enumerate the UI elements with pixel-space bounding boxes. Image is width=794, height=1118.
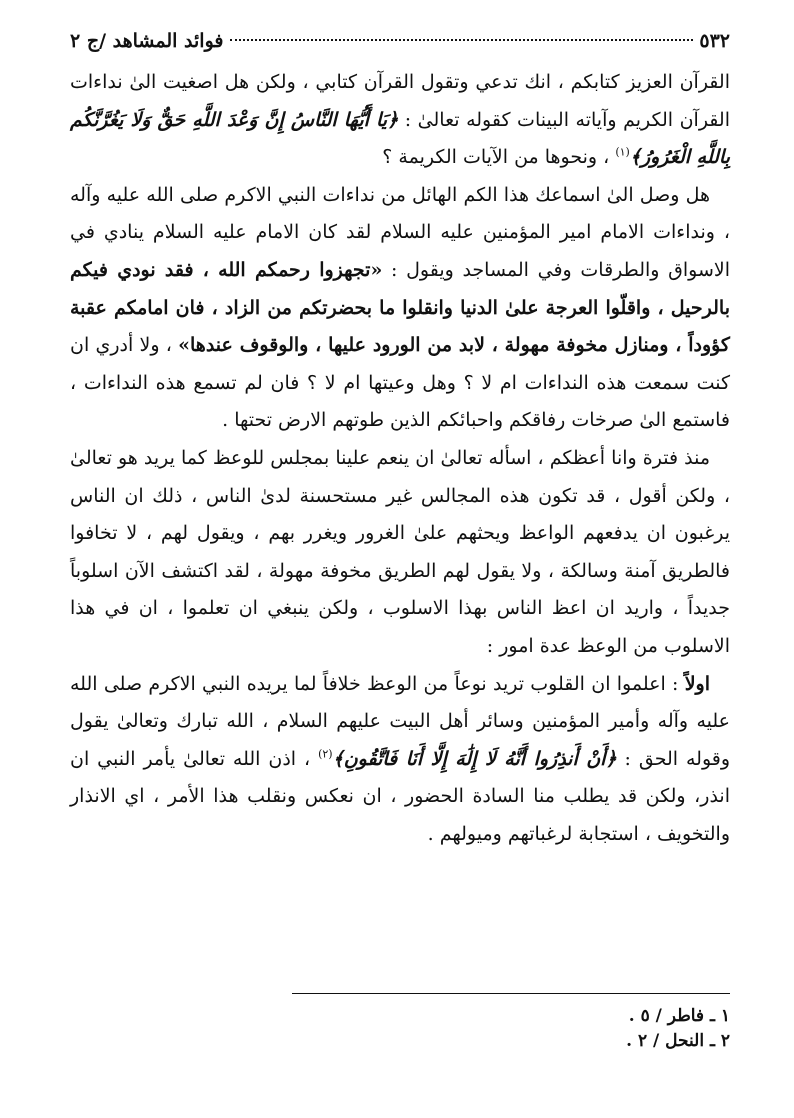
- footnotes: [626, 1004, 730, 1054]
- header-dotted-leader: [230, 39, 694, 41]
- text-run: القرآن العزيز كتابكم ، انك تدعي وتقول القرآن كتابي ، ولكن هل اصغيت الىٰ نداءات القرآن الكريم وآياته البينات كقوله تعالىٰ :: [70, 71, 730, 131]
- text-run: منذ فترة وانا أعظكم ، اسأله تعالىٰ ان ينعم علينا بمجلس للوعظ كما يريد هو تعالىٰ ، ولكن أقول ، قد تكون هذه المجالس غير مستحسنة لدىٰ الناس ، ذلك ان الناس يرغبون ان يدفعهم الواعظ ويحثهم علىٰ الغرور ويغرر بهم ، ويقول لهم ، لا تخافوا فالطريق آمنة وسالكة ، ولا يقول لهم الطريق مخوفة مهولة ، لقد اكتشف الآن اسلوباً جديداً ، واريد ان اعظ الناس بهذا الاسلوب ، ولكن ينبغي ان تعلموا ، ان في هذا الاسلوب من الوعظ عدة امور :: [70, 446, 730, 657]
- quran-verse: ﴿أَنْ أَنذِرُوا أَنَّهُ لَا إِلَٰهَ إِلَّا أَنَا فَاتَّقُونِ﴾: [332, 747, 617, 770]
- paragraph: [70, 177, 730, 440]
- text-run: : اعلموا ان القلوب تريد نوعاً من الوعظ خلافاً لما يريده النبي الاكرم صلى الله عليه وآله وأمير المؤمنين وسائر أهل البيت عليهم السلام ، الله تبارك وتعالىٰ يقول وقوله الحق :: [70, 672, 731, 770]
- text-run: ، ونحوها من الآيات الكريمة ؟: [382, 146, 616, 169]
- text-run: هل وصل الىٰ اسماعك هذا الكم الهائل من نداءات النبي الاكرم صلى الله عليه وآله ، ونداءات الامام امير المؤمنين عليه السلام لقد كان الامام عليه السلام ينادي في الاسواق والطرقات وفي المساجد ويقول :: [70, 183, 730, 281]
- footnote-divider: [292, 993, 730, 994]
- text-run: ، ولا أدري ان كنت سمعت هذه النداءات ام لا ؟ وهل وعيتها ام لا ؟ فان لم تسمع هذه النداءات ، فاستمع الىٰ صرخات رفاقكم واحبائكم الذين طوتهم الارض تحتها .: [70, 334, 730, 432]
- footnote: ١ ـ فاطر / ٥ .: [628, 1006, 730, 1026]
- text-run: ، اذن الله تعالىٰ يأمر النبي ان انذر، ولكن قد يطلب منا السادة الحضور ، ان نعكس ونقلب هذا الأمر ، اي الانذار والتخويف ، استجابة لرغباتهم وميولهم .: [70, 747, 730, 845]
- page: [70, 30, 730, 853]
- footnote-ref: (١): [615, 145, 630, 159]
- hadith-quote: «تجهزوا رحمكم الله ، فقد نودي فيكم بالرحيل ، واقلّوا العرجة علىٰ الدنيا وانقلوا ما بحضرتكم من الزاد ، فان امامكم عقبة كؤوداً ، ومنازل مخوفة مهولة ، لابد من الورود عليها ، والوقوف عندها»: [70, 258, 730, 357]
- footnote-ref: (٢): [318, 747, 333, 761]
- footnote: ٢ ـ النحل / ٢ .: [626, 1031, 730, 1051]
- paragraph: [70, 64, 730, 177]
- quran-verse: ﴿يَا أَيُّهَا النَّاسُ إِنَّ وَعْدَ اللَّهِ حَقٌّ وَلَا يَغُرَّنَّكُم بِاللَّهِ الْغَرُورُ﴾: [70, 108, 730, 169]
- book-title: فوائد المشاهد /ج ٢: [70, 30, 224, 52]
- body-text: [70, 64, 730, 853]
- page-header: [70, 30, 730, 64]
- paragraph: [70, 666, 730, 854]
- page-number: ٥٣٢: [699, 30, 730, 52]
- paragraph: [70, 440, 730, 666]
- lead-word: اولاً: [684, 672, 710, 695]
